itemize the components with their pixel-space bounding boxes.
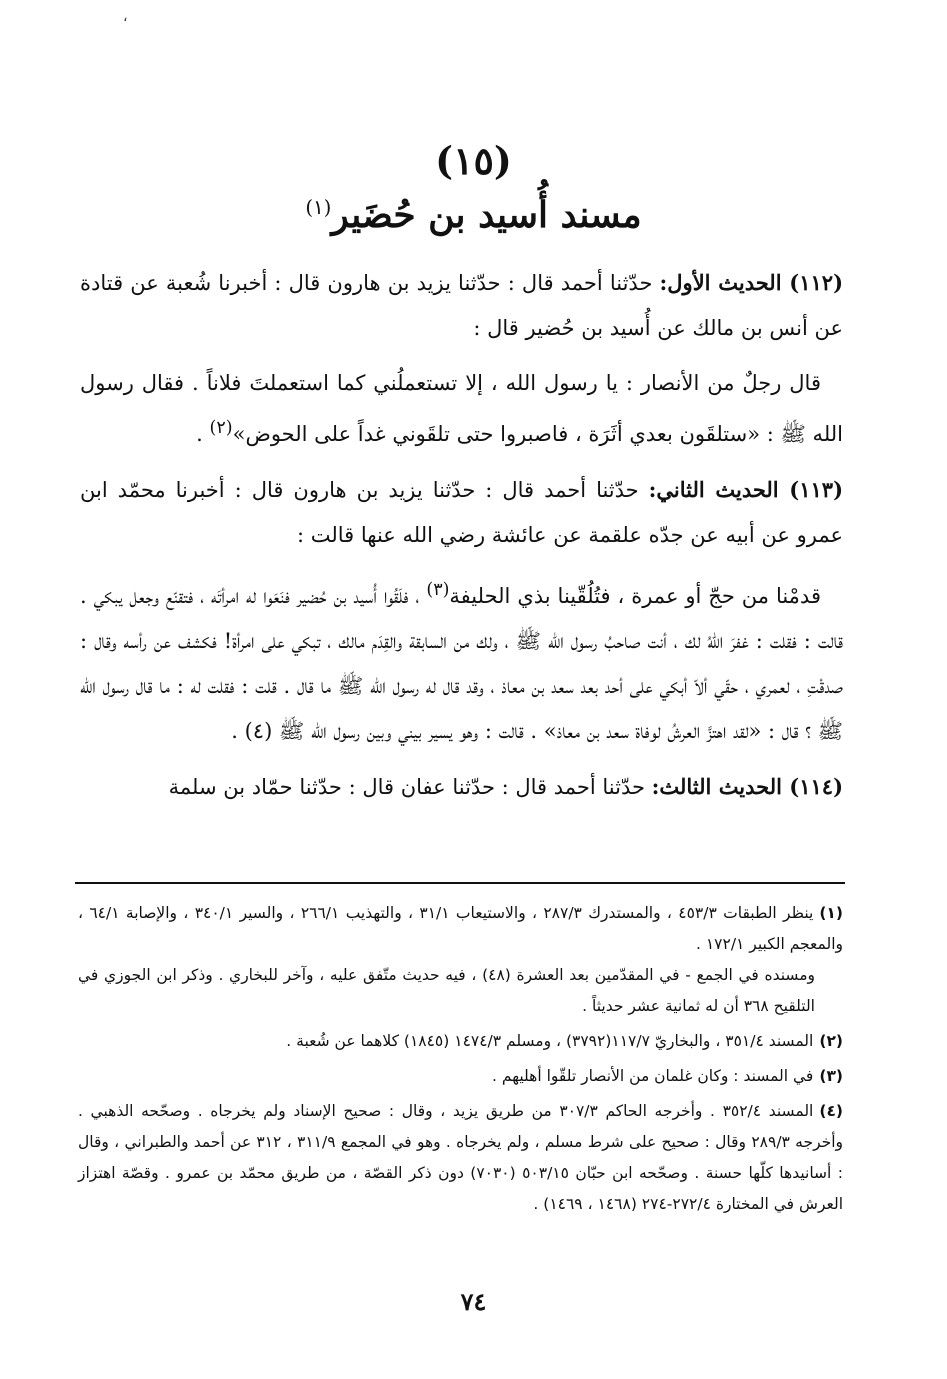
chapter-number: (١٥)	[435, 138, 512, 183]
hadith-112-matn-text: قال رجلٌ من الأنصار : يا رسول الله ، إلا تستعملُني كما استعملتَ فلاناً . فقال رسول الله ﷺ : «ستلقَون بعدي أثَرَة ، فاصبروا حتى تلقَوني غداً على الحوض»	[80, 371, 843, 446]
hadith-113-text: حدّثنا أحمد قال : حدّثنا يزيد بن هارون قال : أخبرنا محمّد ابن عمرو عن أبيه عن جدّه علقمة عن عائشة رضي الله عنها قالت :	[80, 478, 843, 547]
footnote-3-text: في المسند : وكان غلمان من الأنصار تلقّوا أهليهم .	[492, 1067, 814, 1085]
hadith-112-matn	[80, 361, 843, 457]
footnote-ref-2: (٢)	[209, 418, 233, 438]
footnote-2-number: (٢)	[819, 1032, 843, 1050]
hadith-112-label: (١١٢) الحديث الأول:	[659, 270, 844, 295]
footnote-4	[78, 1096, 843, 1220]
hadith-114	[80, 764, 843, 810]
footnote-2	[78, 1026, 843, 1057]
page-number: ٧٤	[460, 1287, 487, 1316]
top-mark: ،	[123, 9, 128, 25]
footnote-ref-3: (٣)	[426, 580, 450, 600]
footnote-2-text: المسند ٣٥١/٤ ، والبخاريّ ١١٧/٧(٣٧٩٢) ، ومسلم ١٤٧٤/٣ (١٨٤٥) كلاهما عن شُعبة .	[286, 1032, 814, 1050]
main-text	[80, 260, 843, 820]
footnote-3	[78, 1061, 843, 1092]
footnote-4-number: (٤)	[819, 1102, 844, 1120]
hadith-112-matn-tail: .	[196, 422, 210, 446]
hadith-112	[80, 260, 843, 351]
footnote-4-text: المسند ٣٥٢/٤ . وأخرجه الحاكم ٣٠٧/٣ من طريق يزيد ، وقال : صحيح الإسناد ولم يخرجاه . وصحّحه الذهبي . وأخرجه ٢٨٩/٣ وقال : صحيح على شرط مسلم ، ولم يخرجاه . وهو في المجمع ٣١١/٩ ، ٣١٢ عن أحمد والطبراني ، وقال : أسانيدها كلّها حسنة . وصحّحه ابن حبّان ٥٠٣/١٥ (٧٠٣٠) دون ذكر القصّة ، من طريق محمّد بن عمرو . وقصّة اهتزاز العرش في المختارة ٢٧٢/٤-٢٧٤ (١٤٦٨ ، ١٤٦٩) .	[78, 1102, 843, 1213]
hadith-113-matn-tail: ، فلَقُوا أُسيد بن حُضير فنَعَوا له امرأتَه ، فتقنّع وجعل يبكي . قالت : فقلت : غفرَ اللهُ لك ، أنت صاحبُ رسول الله ﷺ ، ولك من السابقة والقِدَم مالك ، تبكي على امرأة! فكشف عن رأسه وقال : صدقْتِ ، لعمري ، حقّي ألاّ أبكي على أحد بعد سعد بن معاذ ، وقد قال له رسول الله ﷺ ما قال . قلت : فقلت له : ما قال رسول الله ﷺ ؟ قال : «لقد اهتزَّ العرشُ لوفاة سعد بن معاذ» . قالت : وهو يسير بيني وبين رسول الله ﷺ (٤) .	[80, 584, 843, 743]
hadith-113-matn-text: قدمْنا من حجّ أو عمرة ، فتُلُقّينا بذي الحليفة	[449, 584, 821, 608]
footnote-1-line-2: ومسنده في الجمع - في المقدّمين بعد العشرة (٤٨) ، فيه حديث متّفق عليه ، وآخر للبخاري . وذكر ابن الجوزي في التلقيح ٣٦٨ أن له ثمانية عشر حديثاً .	[78, 966, 815, 1015]
footnote-1	[78, 898, 843, 1022]
chapter-title-note: (١)	[305, 196, 332, 219]
footnote-3-number: (٣)	[819, 1067, 843, 1085]
chapter-title	[0, 194, 947, 236]
hadith-112-text: حدّثنا أحمد قال : حدّثنا يزيد بن هارون قال : أخبرنا شُعبة عن قتادة عن أنس بن مالك عن أُسيد بن حُضير قال :	[80, 271, 843, 340]
hadith-113	[80, 467, 843, 558]
footnote-1-line-1: ينظر الطبقات ٤٥٣/٣ ، والمستدرك ٢٨٧/٣ ، والاستيعاب ٣١/١ ، والتهذيب ٢٦٦/١ ، والسير ٣٤٠/١ ، والإصابة ٦٤/١ ، والمعجم الكبير ١٧٢/١ .	[78, 904, 843, 953]
hadith-113-matn	[80, 568, 843, 754]
chapter-title-text: مسند أُسيد بن حُضَير	[331, 194, 642, 236]
footnote-divider	[75, 882, 845, 884]
hadith-114-label: (١١٤) الحديث الثالث:	[651, 774, 843, 799]
footnote-1-number: (١)	[819, 904, 843, 922]
footnotes	[78, 898, 843, 1224]
hadith-114-text: حدّثنا أحمد قال : حدّثنا عفان قال : حدّثنا حمّاد بن سلمة	[168, 775, 652, 799]
hadith-113-label: (١١٣) الحديث الثاني:	[648, 477, 843, 502]
